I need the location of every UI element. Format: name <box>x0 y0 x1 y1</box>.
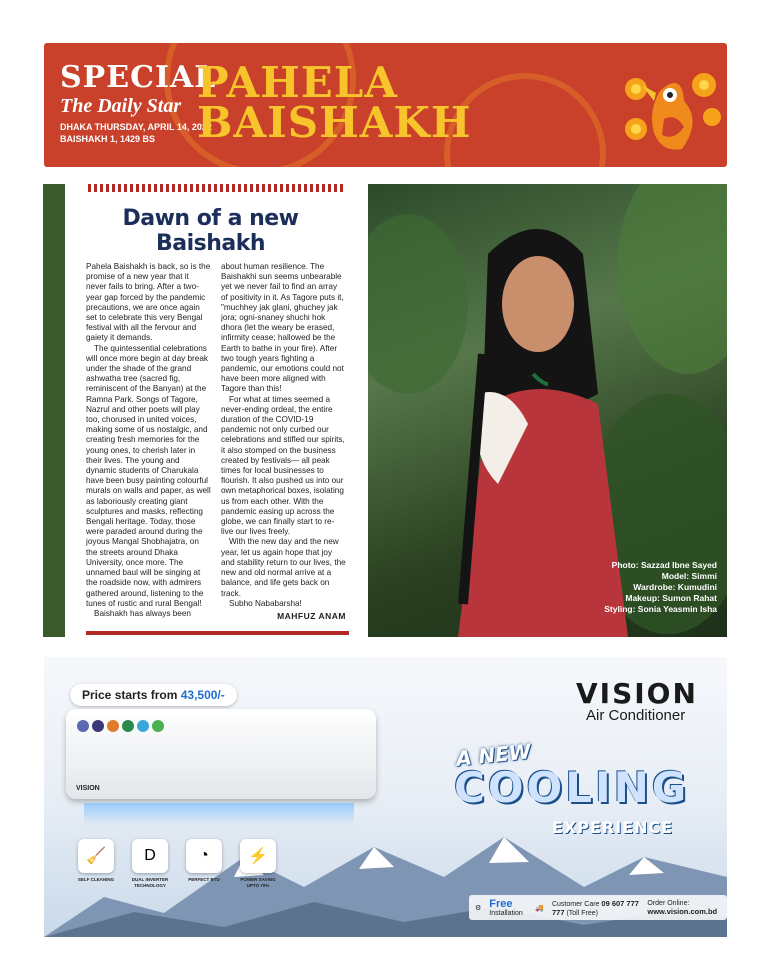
ac-brand-label: VISION <box>76 785 100 792</box>
bolt-icon: ⚡ <box>240 839 276 873</box>
vision-ac-advertisement[interactable] <box>44 657 727 937</box>
section-title <box>197 58 472 147</box>
left-foliage-strip <box>43 184 65 637</box>
truck-icon: 🚚 <box>535 904 544 912</box>
feature-label: POWER SAVING UPTO 70% <box>240 877 276 888</box>
credit-styling: Styling: Sonia Yeasmin Isha <box>604 604 717 614</box>
feature-badges-icon <box>76 719 166 733</box>
article-body <box>72 262 349 621</box>
toll-free-label: (Toll Free) <box>566 909 598 917</box>
feature-perfect-btu <box>184 839 224 888</box>
feature-label: PERFECT BTU <box>188 877 220 882</box>
masthead-logo: The Daily Star <box>60 95 182 117</box>
feature-list <box>76 839 278 888</box>
care-label: Customer Care <box>551 900 600 908</box>
gauge-icon: ◔ <box>186 839 222 873</box>
feature-power-saving <box>238 839 278 888</box>
brand-logo: VISION <box>576 677 698 710</box>
article-paragraph: The quintessential celebrations will once more begin at day break under the shade of the grand ashwatha tree (sacred fig, reminiscent of the Banyan) at the Ramna Park. Songs of Tagore, Nazrul and other poets will play too, chorused in united voices, making some of us nostalgic, and creating fresh memories for the young ones, to cherish later in their lives. The young and dynamic students of Charukala have been busy painting colourful murals on walls and paper, as well as laboriously creating giant sculptures and masks, reflecting Bengali heritage. Today, those were paraded around during the joyous Mangal Shobhajatra, on the streets around Dhaka University, once more. The unnamed baul will be singing at the roadside now, with admirers gathered around, listening to the tunes of rustic and rural Bengal! <box>86 343 211 608</box>
hotline-number[interactable]: 09 607 777 777 <box>551 898 639 917</box>
credit-wardrobe: Wardrobe: Kumudini <box>633 582 717 592</box>
credit-photo: Photo: Sazzad Ibne Sayed <box>611 560 717 570</box>
free-sub-label: Installation <box>489 910 523 917</box>
decorative-border-top <box>88 184 345 192</box>
price-badge <box>70 684 237 706</box>
self-cleaning-icon: 🧹 <box>78 839 114 873</box>
website-link[interactable]: www.vision.com.bd <box>647 906 718 916</box>
special-label: SPECIAL <box>60 60 217 95</box>
customer-care <box>552 899 639 917</box>
bird-illustration-icon <box>612 61 722 161</box>
special-banner <box>44 43 727 167</box>
article-column-2 <box>221 262 346 621</box>
price-value: 43,500/- <box>180 688 225 702</box>
slogan-line-1: A NEW <box>454 739 532 771</box>
feature-dual-inverter <box>130 839 170 888</box>
inverter-icon: D <box>132 839 168 873</box>
credit-makeup: Makeup: Sumon Rahat <box>625 593 717 603</box>
dateline <box>60 121 212 145</box>
order-label: Order Online: <box>647 899 690 907</box>
free-installation <box>489 898 527 917</box>
article-column-1 <box>86 262 211 621</box>
article-paragraph: With the new day and the new year, let us again hope that joy and stability return to our lives, the new and old normal arrive at a balance, and life gets back on track. <box>221 537 346 598</box>
price-prefix: Price starts from <box>82 688 181 702</box>
product-name: Air Conditioner <box>586 707 686 724</box>
article-paragraph: Pahela Baishakh is back, so is the promise of a new year that it never fails to bring. After a two-year gap forced by the pandemic precautions, we are once again set to celebrate this very Bengal festival with all the fervour and gaiety it demands. <box>86 262 211 343</box>
section-title-line2: BAISHAKH <box>197 98 472 147</box>
section-title-line1: PAHELA <box>197 58 398 107</box>
article-headline: Dawn of a new Baishakh <box>122 206 299 256</box>
air-conditioner-unit <box>66 709 376 799</box>
feature-label: DUAL INVERTER TECHNOLOGY <box>131 877 169 888</box>
photo-credits <box>604 560 717 615</box>
free-label: Free <box>489 898 513 910</box>
order-online <box>647 900 721 916</box>
article-author: MAHFUZ ANAM <box>277 610 346 621</box>
article-paragraph: For what at times seemed a never-ending ordeal, the entire duration of the COVID-19 pandemic not only curbed our celebrations and stifled our spirits, it also stomped on the business created by festivals— all peak times for local businesses to flourish. It also pushed us into our own metaphorical boxes, isolating us from each other. With the pandemic easing up across the globe, we can finally start to re-live our lives freely. <box>221 394 345 537</box>
slogan-line-3: EXPERIENCE <box>552 818 674 837</box>
dateline-date: DHAKA THURSDAY, APRIL 14, 2022 <box>60 122 212 132</box>
wrench-icon: ⚙ <box>475 904 482 912</box>
slogan-line-2: COOLING <box>454 763 690 812</box>
ad-footer <box>469 895 727 920</box>
feature-label: SELF CLEANING <box>77 877 115 882</box>
credit-model: Model: Simmi <box>661 571 717 581</box>
decorative-border-bottom <box>86 631 349 635</box>
article-paragraph: about human resilience. The Baishakhi sun seems unbearable yet we never fail to find an array of positivity in it. As Tagore puts it, "muchhey jak glani, ghuchey jak jora; ogni-snaney shuchi hok dhora (let the weary be erased, infirmity cease; hallowed be the Earth to bathe in your fire). After two tough years fighting a pandemic, our emotions could not have been more aligned with Tagore than this! <box>221 262 344 394</box>
feature-self-cleaning <box>76 839 116 888</box>
feature-photo <box>368 184 727 637</box>
article-paragraph: Subho Nababarsha! <box>229 598 302 608</box>
editorial-article <box>72 184 349 637</box>
dateline-bangla-date: BAISHAKH 1, 1429 BS <box>60 134 156 144</box>
article-paragraph: Baishakh has always been <box>94 608 191 618</box>
